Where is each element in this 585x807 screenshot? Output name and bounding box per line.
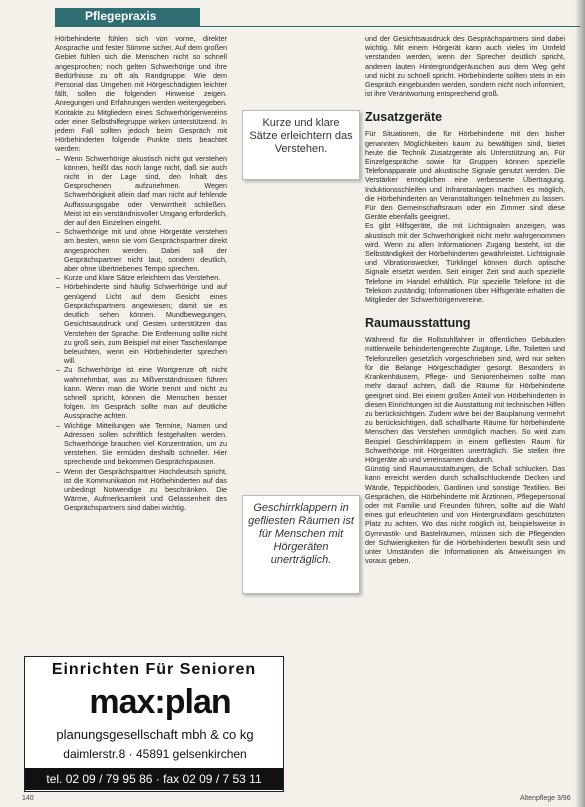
- column-right: [365, 34, 565, 565]
- ad-logo: max:plan: [89, 683, 231, 721]
- continuation-paragraph: und der Gesichtsausdruck des Gesprächspartners sind dabei wichtig. Mit einem Hörgerät kann auch vieles im Umfeld verstanden werden, wenn der Sprecher deutlich spricht, anderen lauten Hintergrundgeräuschen aus dem Weg geht und nicht zu schnell spricht. Hörbehinderte sollten stets in ein Gespräch eingebunden werden, sondern nicht noch informiert, ist ihre Verantwortung entsprechend groß.: [365, 34, 565, 99]
- ad-company: planungsgesellschaft mbh & co kg: [56, 727, 254, 742]
- list-item: – Wenn der Gesprächspartner Hochdeutsch spricht, ist die Kommunikation mit Hörbehinderten auf das unbedingt Notwendige zu beschränken. Die Wärme, Aufmerksamkeit und Gelassenheit des Gesprächspartners sind dabei wichtig.: [64, 467, 227, 513]
- list-item: – Kurze und klare Sätze erleichtern das Verstehen.: [64, 273, 227, 282]
- paragraph: Günstig sind Raumausstattungen, die Schall schlucken. Das kann erreicht werden durch schallschluckende Decken und Wände, Teppichboden, Gardinen und sonstige Textilien. Bei Gesprächen, die Hörbehinderte mit Ärztinnen, Pflegepersonal oder mit Familie und Freunden führen, sollte auf die Wahl eines gut erleuchteten und von Hintergrundlärm geschützten Platz zu achten. Wo das nicht möglich ist, beispielsweise in Gymnastik- und Bastelräumen, müssen sich die Pflegenden der Schwierigkeiten für die Hörbehinderten bewußt sein und unter Umständen die Informationen als Anweisungen im voraus geben.: [365, 464, 565, 566]
- ad-address: daimlerstr.8 · 45891 gelsenkirchen: [63, 747, 247, 761]
- column-left: [55, 34, 227, 513]
- list-item: – Zu Schwerhörige ist eine Wortgrenze oft nicht wahrnehmbar, was zu Mißverständnissen führen kann. Wenn man die Worte trennt und nicht zu schnell spricht, können die Menschen besser folgen. Im Gespräch sollte man auf deutliche Aussprache achten.: [64, 365, 227, 420]
- list-item: – Hörbehinderte sind häufig Schwerhörige und auf genügend Licht auf dem Gesicht eines Gesprächspartners angewiesen; damit sie es deutlich sehen können. Mundbewegungen, Gesichtsausdruck und Gesten unterstützen das Verstehen der Sprache. Die Entfernung sollte nicht zu groß sein, zum Beispiel mit einer Taschenlampe beleuchten, wenn ein Hörbehinderter sprechen will.: [64, 282, 227, 365]
- section-title: Pflegepraxis: [85, 9, 157, 23]
- section-header: [55, 8, 200, 26]
- journal-issue: Altenpflege 3/96: [520, 795, 571, 802]
- intro-paragraph: Hörbehinderte fühlen sich von vorne, direkter Ansprache und fester Stimme sicher. Auf dem großen Gebiet fühlen sich die Menschen nicht so schnell angesprochen; noch gelten Schwerhörige und ihre Bedürfnisse zu oft als Randgruppe. Wie dem Personal das Umgehen mit Hörgeschädigten leichter fällt, sollen die folgenden Hinweise zeigen. Anregungen und Erfahrungen werden weitergegeben. Kontakte zu Mitgliedern eines Schwerhörigenvereins oder einer Selbsthilfegruppe wirken unterstützend. In jedem Fall sollten jedoch beim Gespräch mit Hörbehinderten folgende Punkte stets beachtet werden:: [55, 34, 227, 154]
- pull-quote-short-sentences: Kurze und klare Sätze erleichtern das Verstehen.: [242, 110, 360, 180]
- list-item: – Wichtige Mitteilungen wie Termine, Namen und Adressen sollen schriftlich festgehalten werden. Schwerhörige brauchen viel Konzentration, um zu verstehen. Sie ermüden deshalb schneller. Hier sprechende und bekommen Gesprächspausen.: [64, 421, 227, 467]
- list-item: – Schwerhörige mit und ohne Hörgeräte verstehen am besten, wenn sie vom Gesprächspartner direkt angesprochen werden. Dabei soll der Gesprächspartner nicht laut, sondern deutlich, aber ohne übertriebenes Tempo sprechen.: [64, 227, 227, 273]
- heading-zusatzgeraete: Zusatzgeräte: [365, 110, 443, 125]
- pull-quote-dish-clatter: Geschirrklappern in gefliesten Räumen ist für Menschen mit Hörgeräten unerträglich.: [242, 495, 360, 594]
- advertisement-maxplan[interactable]: [24, 656, 284, 792]
- ad-tagline: Einrichten Für Senioren: [51, 661, 257, 678]
- paragraph: Während für die Rollstuhlfahrer in öffentlichen Gebäuden mittlerweile behindertengerechte Zugänge, Lifte, Toiletten und Telefonzellen gesetzlich vorgeschrieben sind, wird nur selten für die Belange Hörgeschädigter gesorgt. Besonders in Krankenhäusern, Pflege- und Seniorenheimen sollte man mehr darauf achten, daß die Räume für Hörbehinderte geeignet sind. Bei einem großen Anteil von Hörbehinderten in diesen Einrichtungen ist die Ausstattung mit technischen Hilfen zu berücksichtigen. Zudem wäre bei der Bauplanung vermehrt zu berücksichtigen, daß schallharte Räume für hörbehinderte Menschen das Verstehen unmöglich machen. So wird zum Beispiel Geschirrklappern in einem gefliesten Raum für Schwerhörige mit Hörgeräten unerträglich. Sie stellen ihre Hörgeräte ab und vereinsamen dadurch.: [365, 335, 565, 464]
- paragraph: Für Situationen, die für Hörbehinderte mit den bisher genannten Möglichkeiten kaum zu bewältigen sind, bietet heute die Technik Zusatzgeräte als Unterstützung an. Für Einzelgespräche sowie für Gruppen können spezielle Telefonapparate und akustische Signale genutzt werden. Die Verstärker ermöglichen eine verbesserte Übertragung. Induktionsschleifen und Infrarotanlagen machen es möglich, die Hörbehinderten an Veranstaltungen teilnehmen zu lassen. Für den Gemeinschaftsraum oder ein Zimmer sind diese Geräte ebenfalls geeignet.: [365, 129, 565, 222]
- list-item: – Wenn Schwerhörige akustisch nicht gut verstehen können, heißt das noch lange nicht, daß sie auch nicht in der Lage sind, den Inhalt des Gesprochenen aufzunehmen. Wegen Schwerhörigkeit allein darf man nicht auf fehlende Auffassungsgabe oder Verwirrtheit schließen. Meist ist ein verständnisvoller Umgang erforderlich, der auf den Einzelnen eingeht.: [64, 154, 227, 228]
- ad-phone-bar: tel. 02 09 / 79 95 86 · fax 02 09 / 7 53 11: [25, 768, 283, 790]
- paragraph: Es gibt Hilfsgeräte, die mit Lichtsignalen anzeigen, was akustisch mit der Schwerhörigkeit nicht mehr wahrgenommen wird. Wenn zu allen Informationen Zugang besteht, ist die Selbständigkeit der Hörbehinderten gewährleistet. Lichtsignale und Vibrationswecker, Türklingel können durch optische Signale ersetzt werden. Seit einiger Zeit sind auch spezielle Telefone im Handel erhältlich. Für spezielle Telefone ist die Telekom zuständig; Informationen über Hilfsgeräte erhalten die Mitglieder der Schwerhörigenvereine.: [365, 221, 565, 305]
- tips-list: [55, 154, 227, 513]
- page-number: 140: [22, 795, 34, 802]
- page-edge-shadow: [575, 0, 585, 807]
- header-rule: [55, 26, 580, 27]
- heading-raumausstattung: Raumausstattung: [365, 316, 471, 331]
